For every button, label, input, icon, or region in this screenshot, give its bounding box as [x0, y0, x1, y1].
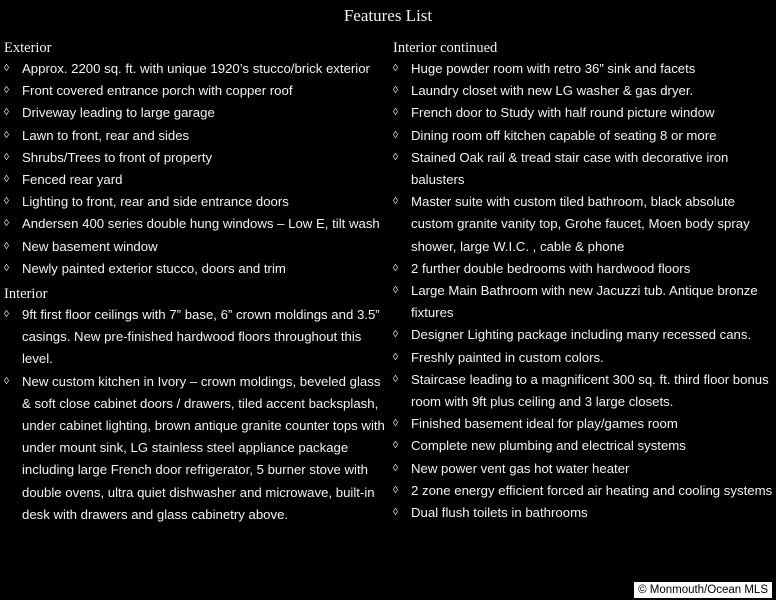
- list-item: [4, 169, 388, 191]
- list-item: [4, 258, 388, 280]
- bullet-icon: ◊: [4, 218, 9, 230]
- exterior-list: [4, 58, 388, 280]
- interior-section: [4, 286, 388, 526]
- list-item: [393, 413, 773, 435]
- list-item: [393, 80, 773, 102]
- bullet-icon: ◊: [4, 309, 9, 321]
- bullet-icon: ◊: [393, 196, 398, 208]
- bullet-icon: ◊: [4, 129, 9, 141]
- interior-heading: Interior: [4, 286, 48, 303]
- list-item: [393, 369, 773, 413]
- list-item: [4, 371, 388, 526]
- bullet-icon: ◊: [4, 107, 9, 119]
- exterior-heading: Exterior: [4, 40, 52, 56]
- bullet-icon: ◊: [393, 107, 398, 119]
- bullet-icon: ◊: [393, 462, 398, 474]
- list-item: [393, 435, 773, 457]
- list-item-text: Shrubs/Trees to front of property: [22, 149, 213, 165]
- list-item: [393, 324, 773, 346]
- list-item: [393, 102, 773, 124]
- list-item-text: Newly painted exterior stucco, doors and trim: [22, 260, 286, 276]
- list-item: [393, 58, 773, 80]
- list-item: [393, 147, 773, 191]
- list-item-text: Laundry closet with new LG washer & gas dryer.: [411, 83, 694, 99]
- list-item-text: New basement window: [22, 238, 158, 254]
- bullet-icon: ◊: [4, 196, 9, 208]
- bullet-icon: ◊: [4, 240, 9, 252]
- list-item-text: Approx. 2200 sq. ft. with unique 1920’s stucco/brick exterior: [22, 61, 370, 76]
- list-item: [4, 304, 388, 371]
- bullet-icon: ◊: [393, 129, 398, 141]
- bullet-icon: ◊: [393, 262, 398, 274]
- list-item-text: 9ft first floor ceilings with 7” base, 6” crown moldings and 3.5” casings. New pre-finished hardwood floors throughout this level.: [22, 307, 380, 367]
- bullet-icon: ◊: [4, 85, 9, 97]
- list-item-text: 2 further double bedrooms with hardwood floors: [411, 260, 691, 276]
- interior-continued-list: [393, 58, 773, 524]
- list-item: [4, 191, 388, 213]
- list-item-text: French door to Study with half round picture window: [411, 105, 715, 121]
- list-item-text: Complete new plumbing and electrical systems: [411, 438, 686, 454]
- list-item-text: Huge powder room with retro 36” sink and facets: [411, 61, 696, 76]
- list-item: [393, 125, 773, 147]
- interior-continued-section: [393, 40, 773, 524]
- list-item-text: Lawn to front, rear and sides: [22, 127, 190, 143]
- list-item-text: Finished basement ideal for play/games room: [411, 416, 678, 432]
- list-item: [393, 502, 773, 524]
- list-item: [4, 125, 388, 147]
- interior-continued-heading: Interior continued: [393, 40, 498, 56]
- bullet-icon: ◊: [4, 151, 9, 163]
- list-item-text: Fenced rear yard: [22, 172, 123, 188]
- list-item-text: Large Main Bathroom with new Jacuzzi tub. Antique bronze fixtures: [411, 283, 758, 321]
- list-item: [4, 147, 388, 169]
- list-item: [4, 236, 388, 258]
- bullet-icon: ◊: [393, 285, 398, 297]
- bullet-icon: ◊: [393, 507, 398, 519]
- list-item: [4, 102, 388, 124]
- bullet-icon: ◊: [393, 351, 398, 363]
- list-item: [4, 213, 388, 235]
- bullet-icon: ◊: [393, 151, 398, 163]
- list-item: [393, 258, 773, 280]
- list-item: [393, 480, 773, 502]
- left-column: [4, 40, 388, 532]
- list-item-text: Freshly painted in custom colors.: [411, 349, 604, 365]
- list-item: [393, 458, 773, 480]
- list-item-text: 2 zone energy efficient forced air heating and cooling systems: [411, 482, 773, 498]
- list-item-text: New power vent gas hot water heater: [411, 460, 630, 476]
- list-item-text: Lighting to front, rear and side entrance doors: [22, 194, 289, 210]
- bullet-icon: ◊: [393, 484, 398, 496]
- mls-watermark: © Monmouth/Ocean MLS: [634, 582, 772, 598]
- bullet-icon: ◊: [393, 440, 398, 452]
- bullet-icon: ◊: [393, 329, 398, 341]
- list-item-text: Dual flush toilets in bathrooms: [411, 505, 588, 521]
- interior-list: [4, 304, 388, 526]
- list-item-text: Front covered entrance porch with copper roof: [22, 83, 293, 99]
- list-item-text: Master suite with custom tiled bathroom, black absolute custom granite vanity top, Grohe faucet, Moen body spray shower, large W.I.C. , cable & phone: [411, 194, 750, 254]
- bullet-icon: ◊: [4, 63, 9, 74]
- list-item: [393, 280, 773, 324]
- list-item-text: Stained Oak rail & tread stair case with decorative iron balusters: [411, 149, 729, 188]
- bullet-icon: ◊: [393, 63, 398, 74]
- bullet-icon: ◊: [393, 418, 398, 430]
- bullet-icon: ◊: [4, 375, 9, 387]
- list-item-text: Andersen 400 series double hung windows – Low E, tilt wash: [22, 216, 380, 232]
- bullet-icon: ◊: [4, 262, 9, 274]
- list-item-text: Dining room off kitchen capable of seating 8 or more: [411, 127, 717, 143]
- bullet-icon: ◊: [393, 85, 398, 97]
- bullet-icon: ◊: [4, 174, 9, 186]
- bullet-icon: ◊: [393, 373, 398, 385]
- list-item: [393, 347, 773, 369]
- exterior-section: [4, 40, 388, 280]
- right-column: [393, 40, 773, 530]
- list-item-text: Designer Lighting package including many recessed cans.: [411, 327, 752, 343]
- page-title: Features List: [343, 6, 433, 25]
- list-item-text: Driveway leading to large garage: [22, 105, 215, 121]
- list-item: [393, 191, 773, 258]
- list-item-text: Staircase leading to a magnificent 300 sq. ft. third floor bonus room with 9ft plus ceiling and 3 large closets.: [411, 371, 769, 410]
- list-item: [4, 80, 388, 102]
- list-item-text: New custom kitchen in Ivory – crown moldings, beveled glass & soft close cabinet doors / drawers, tiled accent backsplash, under cabinet lighting, brown antique granite counter tops with under mount sink, LG stainless steel appliance package including large French door refrigerator, 5 burner stove with double ovens, ultra quiet dishwasher and microwave, built-in desk with drawers and glass cabinetry above.: [22, 373, 385, 522]
- list-item: [4, 58, 388, 80]
